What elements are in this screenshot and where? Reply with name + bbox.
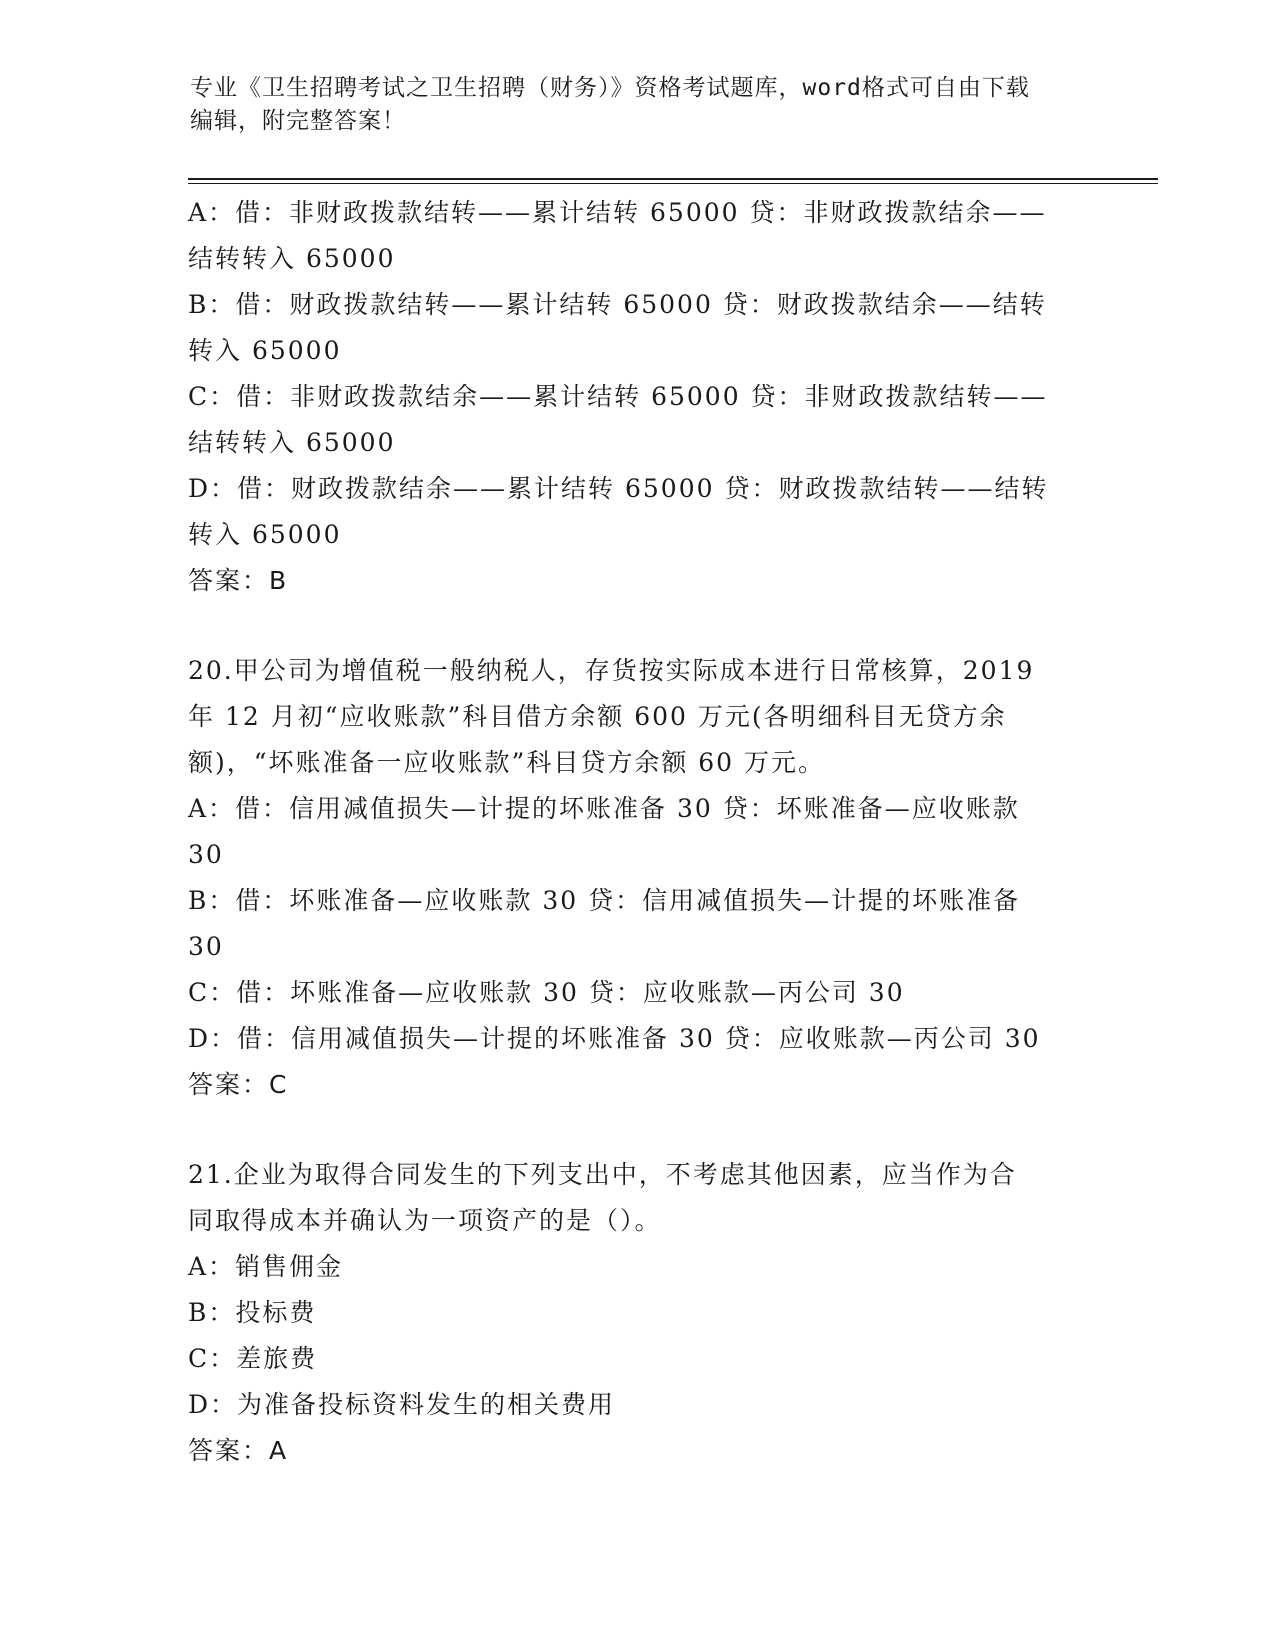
question-stem-line-3: 额)，“坏账准备一应收账款”科目贷方余额 60 万元。 xyxy=(188,748,826,777)
spacer xyxy=(188,604,1088,648)
question-21 xyxy=(188,1152,1088,1474)
question-19 xyxy=(188,190,1088,604)
question-20 xyxy=(188,648,1088,1108)
header-line-1: 专业《卫生招聘考试之卫生招聘（财务）》资格考试题库，word格式可自由下载 xyxy=(190,75,1030,101)
option-c: C：借：坏账准备—应收账款 30 贷：应收账款—丙公司 30 xyxy=(188,978,905,1007)
option-c-line-1: C：借：非财政拨款结余——累计结转 65000 贷：非财政拨款结转—— xyxy=(188,382,1048,411)
answer-20: 答案：C xyxy=(188,1070,289,1099)
option-a-line-1: A：借：非财政拨款结转——累计结转 65000 贷：非财政拨款结余—— xyxy=(188,198,1047,227)
page-header xyxy=(190,72,1070,138)
spacer xyxy=(188,1108,1088,1152)
option-a-line-1: A：借：信用减值损失—计提的坏账准备 30 贷：坏账准备—应收账款 xyxy=(188,794,1020,823)
option-b-line-1: B：借：财政拨款结转——累计结转 65000 贷：财政拨款结余——结转 xyxy=(188,290,1047,319)
option-a-line-2: 结转转入 65000 xyxy=(188,244,396,273)
header-divider-thick xyxy=(188,178,1158,180)
question-stem-line-2: 年 12 月初“应收账款”科目借方余额 600 万元(各明细科目无贷方余 xyxy=(188,702,1007,731)
answer-21: 答案：A xyxy=(188,1436,289,1465)
option-b-line-2: 转入 65000 xyxy=(188,336,342,365)
option-b-line-1: B：借：坏账准备—应收账款 30 贷：信用减值损失—计提的坏账准备 xyxy=(188,886,1021,915)
option-a-line-2: 30 xyxy=(188,840,224,869)
header-line-2: 编辑，附完整答案！ xyxy=(190,108,406,134)
option-d: D：借：信用减值损失—计提的坏账准备 30 贷：应收账款—丙公司 30 xyxy=(188,1024,1041,1053)
option-b: B：投标费 xyxy=(188,1298,317,1327)
question-stem-line-1: 21.企业为取得合同发生的下列支出中，不考虑其他因素，应当作为合 xyxy=(188,1160,1017,1189)
document-body xyxy=(188,190,1088,1474)
option-d-line-1: D：借：财政拨款结余——累计结转 65000 贷：财政拨款结转——结转 xyxy=(188,474,1049,503)
option-b-line-2: 30 xyxy=(188,932,224,961)
option-c: C：差旅费 xyxy=(188,1344,318,1373)
option-d-line-2: 转入 65000 xyxy=(188,520,342,549)
option-c-line-2: 结转转入 65000 xyxy=(188,428,396,457)
header-divider-thin xyxy=(188,183,1158,184)
question-stem-line-2: 同取得成本并确认为一项资产的是（）。 xyxy=(188,1206,662,1235)
answer-19: 答案：B xyxy=(188,566,289,595)
option-a: A：销售佣金 xyxy=(188,1252,344,1281)
question-stem-line-1: 20.甲公司为增值税一般纳税人，存货按实际成本进行日常核算，2019 xyxy=(188,656,1035,685)
option-d: D：为准备投标资料发生的相关费用 xyxy=(188,1390,616,1419)
